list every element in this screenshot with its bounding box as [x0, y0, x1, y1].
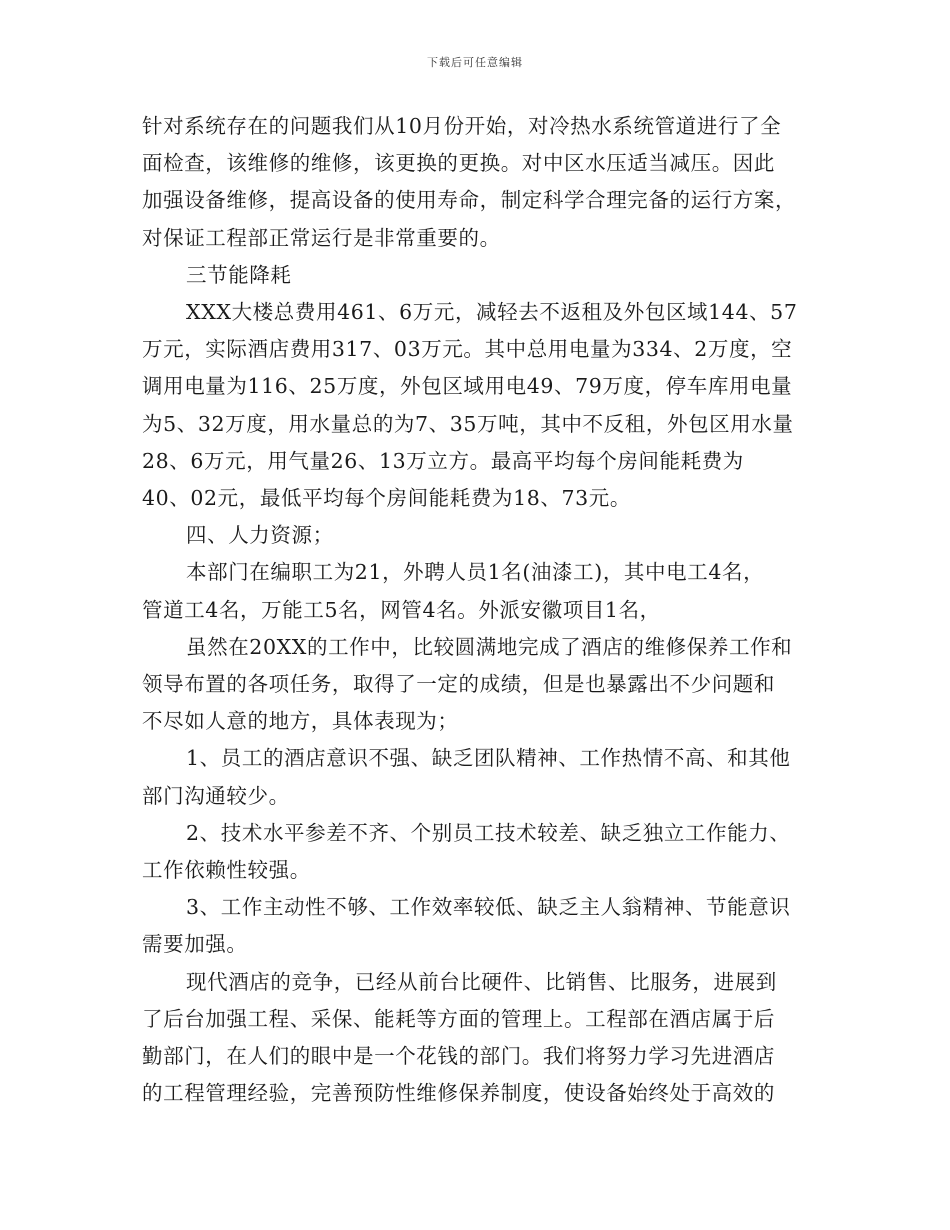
text-line: 领导布置的各项任务，取得了一定的成绩，但是也暴露出不少问题和 [142, 672, 775, 697]
text-line: 四、人力资源； [186, 523, 334, 548]
text-line: 28、6万元，用气量26、13万立方。最高平均每个房间能耗费为 [142, 448, 744, 473]
text-line: XXX大楼总费用461、6万元，减轻去不返租及外包区域144、57 [186, 300, 798, 325]
text-line: 了后台加强工程、采保、能耗等方面的管理上。工程部在酒店属于后 [142, 1006, 775, 1031]
text-line: 针对系统存在的问题我们从10月份开始，对冷热水系统管道进行了全 [142, 114, 782, 138]
text-line: 面检查，该维修的维修，该更换的更换。对中区水压适当减压。因此 [142, 151, 775, 176]
text-line: 三节能降耗 [186, 262, 292, 287]
text-line: 加强设备维修，提高设备的使用寿命，制定科学合理完备的运行方案， [142, 188, 797, 213]
text-line: 40、02元，最低平均每个房间能耗费为18、73元。 [142, 486, 631, 511]
page-header: 下载后可任意编辑 [427, 56, 523, 69]
text-line: 本部门在编职工为21，外聘人员1名(油漆工)，其中电工4名， [186, 560, 765, 585]
text-line: 管道工4名，万能工5名，网管4名。外派安徽项目1名， [142, 597, 661, 622]
document-body [142, 108, 810, 1112]
text-line: 2、技术水平参差不齐、个别员工技术较差、缺乏独立工作能力、 [186, 820, 791, 845]
text-line: 虽然在20XX的工作中，比较圆满地完成了酒店的维修保养工作和 [186, 634, 793, 659]
text-line: 不尽如人意的地方，具体表现为； [142, 709, 459, 734]
text-line: 现代酒店的竞争，已经从前台比硬件、比销售、比服务，进展到 [186, 969, 777, 994]
text-line: 调用电量为116、25万度，外包区域用电49、79万度，停车库用电量 [142, 374, 793, 399]
text-line: 万元，实际酒店费用317、03万元。其中总用电量为334、2万度，空 [142, 337, 793, 362]
text-line: 为5、32万度，用水量总的为7、35万吨，其中不反租，外包区用水量 [142, 411, 794, 436]
text-line: 部门沟通较少。 [142, 783, 290, 808]
text-line: 工作依赖性较强。 [142, 858, 311, 883]
text-line: 对保证工程部正常运行是非常重要的。 [142, 225, 501, 250]
text-line: 3、工作主动性不够、工作效率较低、缺乏主人翁精神、节能意识 [186, 895, 791, 920]
text-line: 的工程管理经验，完善预防性维修保养制度，使设备始终处于高效的 [142, 1081, 775, 1106]
text-line: 需要加强。 [142, 932, 248, 957]
text-line: 1、员工的酒店意识不强、缺乏团队精神、工作热情不高、和其他 [186, 746, 791, 771]
text-line: 勤部门，在人们的眼中是一个花钱的部门。我们将努力学习先进酒店 [142, 1044, 775, 1069]
